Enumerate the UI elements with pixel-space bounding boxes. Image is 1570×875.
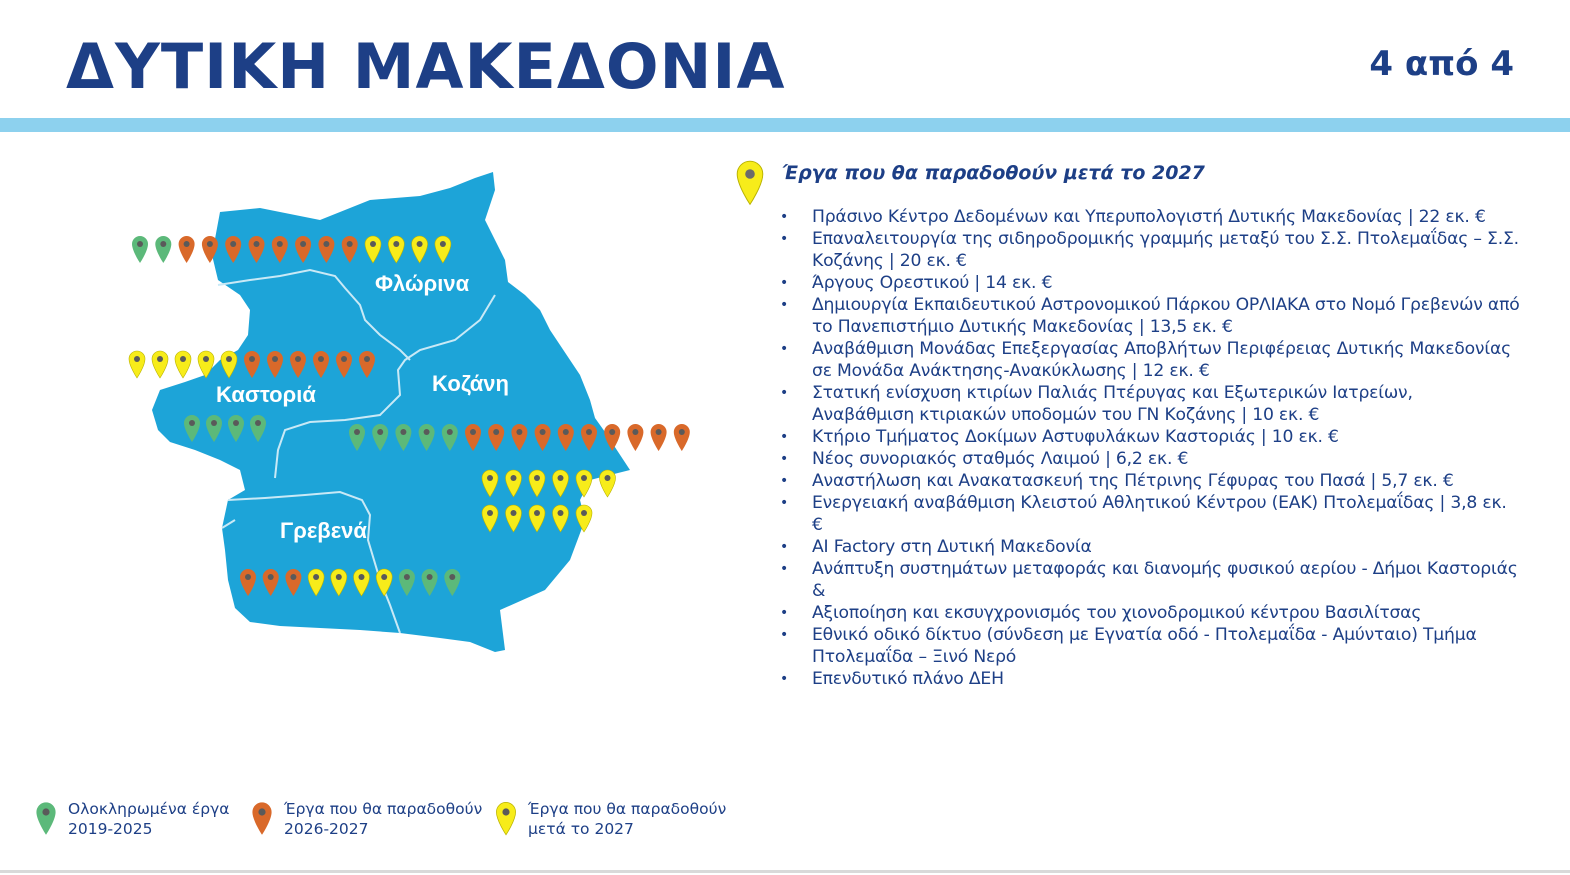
- project-item: [780, 536, 1520, 558]
- project-item: [780, 338, 1520, 382]
- project-item-text: Ανάπτυξη συστημάτων μεταφοράς και διανομής φυσικού αερίου - Δήμοι Καστοριάς &: [812, 559, 1518, 601]
- project-item-text: Νέος συνοριακός σταθμός Λαιμού | 6,2 εκ. €: [812, 449, 1189, 469]
- orange-pin-icon: [674, 424, 690, 451]
- bullet-icon: •: [780, 561, 789, 577]
- region-map: [100, 160, 700, 660]
- bullet-icon: •: [780, 209, 789, 225]
- orange-pin-icon: [250, 798, 274, 838]
- project-item: [780, 228, 1520, 272]
- project-item-text: Ενεργειακή αναβάθμιση Κλειστού Αθλητικού Κέντρου (ΕΑΚ) Πτολεμαΐδας | 3,8 εκ. €: [812, 493, 1507, 535]
- project-item: [780, 558, 1520, 602]
- legend-label: Έργα που θα παραδοθούν: [528, 800, 727, 818]
- legend-label: Έργα που θα παραδοθούν: [284, 800, 483, 818]
- yellow-pin-icon: [734, 158, 766, 206]
- project-item-text: AI Factory στη Δυτική Μακεδονία: [812, 537, 1092, 557]
- project-item-text: Στατική ενίσχυση κτιρίων Παλιάς Πτέρυγας και Εξωτερικών Ιατρείων, Αναβάθμιση κτιριακών υποδομών του ΓΝ Κοζάνης | 10 εκ. €: [812, 383, 1413, 425]
- orange-pin-icon: [651, 424, 667, 451]
- project-item-text: Πράσινο Κέντρο Δεδομένων και Υπερυπολογιστή Δυτικής Μακεδονίας | 22 εκ. €: [812, 207, 1486, 227]
- project-item: [780, 426, 1520, 448]
- bullet-icon: •: [780, 495, 789, 511]
- region-label-grevena: Γρεβενά: [280, 518, 367, 543]
- bullet-icon: •: [780, 385, 789, 401]
- project-item-text: Δημιουργία Εκπαιδευτικού Αστρονομικού Πάρκου ΟΡΛΙΑΚΑ στο Νομό Γρεβενών από το Πανεπιστήμιο Δυτικής Μακεδονίας | 13,5 εκ. €: [812, 295, 1520, 337]
- bullet-icon: •: [780, 451, 789, 467]
- project-item: [780, 492, 1520, 536]
- bottom-divider: [0, 870, 1570, 873]
- yellow-pin-icon: [600, 470, 616, 497]
- projects-list: [780, 206, 1520, 690]
- bullet-icon: •: [780, 297, 789, 313]
- legend-label: 2019-2025: [68, 820, 153, 838]
- region-label-florina: Φλώρινα: [375, 271, 470, 296]
- project-item: [780, 668, 1520, 690]
- project-item: [780, 272, 1520, 294]
- header-band: [0, 118, 1570, 132]
- project-item: [780, 602, 1520, 624]
- page-title: ΔΥΤΙΚΗ ΜΑΚΕΔΟΝΙΑ: [66, 30, 786, 103]
- green-pin-icon: [132, 236, 148, 263]
- project-item-text: Αναβάθμιση Μονάδας Επεξεργασίας Αποβλήτων Περιφέρειας Δυτικής Μακεδονίας σε Μονάδα Ανάκτησης-Ανακύκλωσης | 12 εκ. €: [812, 339, 1511, 381]
- bullet-icon: •: [780, 539, 789, 555]
- project-item: [780, 624, 1520, 668]
- bullet-icon: •: [780, 473, 789, 489]
- project-item-text: Εθνικό οδικό δίκτυο (σύνδεση με Εγνατία οδό - Πτολεμαΐδα - Αμύνταιο) Τμήμα Πτολεμαΐδα – Ξινό Νερό: [812, 625, 1477, 667]
- legend-label: Ολοκληρωμένα έργα: [68, 800, 230, 818]
- orange-pin-icon: [179, 236, 195, 263]
- yellow-pin-icon: [129, 351, 145, 378]
- bullet-icon: •: [780, 231, 789, 247]
- region-label-kozani: Κοζάνη: [432, 371, 509, 396]
- bullet-icon: •: [780, 275, 789, 291]
- project-item-text: Κτήριο Τμήματος Δοκίμων Αστυφυλάκων Καστοριάς | 10 εκ. €: [812, 427, 1339, 447]
- green-pin-icon: [155, 236, 171, 263]
- bullet-icon: •: [780, 627, 789, 643]
- project-item-text: Επαναλειτουργία της σιδηροδρομικής γραμμής μεταξύ του Σ.Σ. Πτολεμαΐδας – Σ.Σ. Κοζάνης | 20 εκ. €: [812, 229, 1519, 271]
- project-item: [780, 448, 1520, 470]
- page-indicator: 4 από 4: [1369, 44, 1514, 84]
- project-item-text: Αξιοποίηση και εκσυγχρονισμός του χιονοδρομικού κέντρου Βασιλίτσας: [812, 603, 1422, 623]
- project-item: [780, 294, 1520, 338]
- project-item: [780, 470, 1520, 492]
- project-item: [780, 206, 1520, 228]
- yellow-pin-icon: [152, 351, 168, 378]
- projects-heading: Έργα που θα παραδοθούν μετά το 2027: [782, 162, 1205, 184]
- bullet-icon: •: [780, 341, 789, 357]
- project-item-text: Αναστήλωση και Ανακατασκευή της Πέτρινης Γέφυρας του Πασά | 5,7 εκ. €: [812, 471, 1454, 491]
- region-label-kastoria: Καστοριά: [216, 382, 316, 407]
- project-item-text: Άργους Ορεστικού | 14 εκ. €: [812, 273, 1053, 293]
- bullet-icon: •: [780, 605, 789, 621]
- orange-pin-icon: [627, 424, 643, 451]
- bullet-icon: •: [780, 429, 789, 445]
- yellow-pin-icon: [175, 351, 191, 378]
- yellow-pin-icon: [494, 798, 518, 838]
- project-item: [780, 382, 1520, 426]
- project-item-text: Επενδυτικό πλάνο ΔΕΗ: [812, 669, 1004, 689]
- legend-label: μετά το 2027: [528, 820, 634, 838]
- green-pin-icon: [34, 798, 58, 838]
- bullet-icon: •: [780, 671, 789, 687]
- legend-label: 2026-2027: [284, 820, 369, 838]
